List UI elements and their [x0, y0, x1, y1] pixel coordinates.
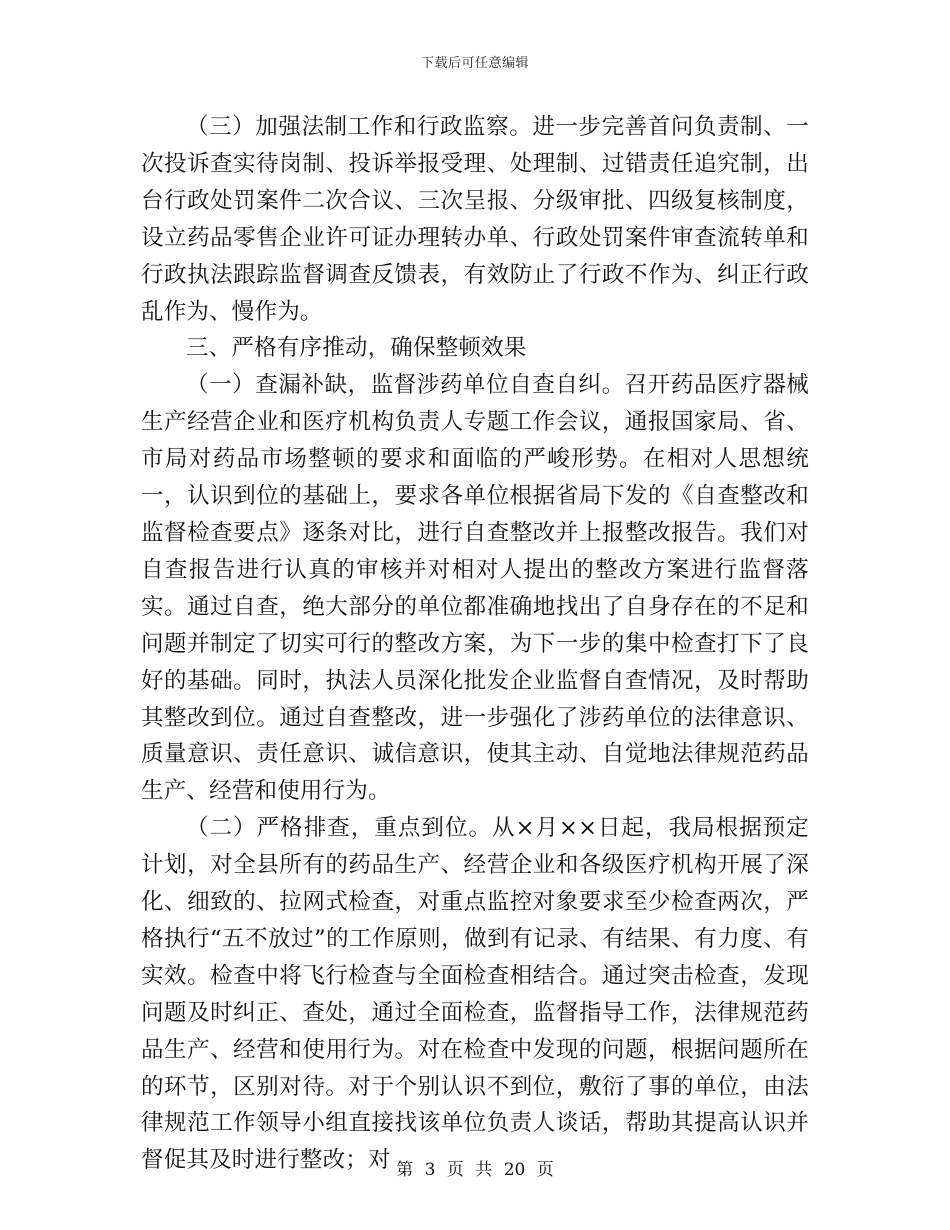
paragraph-strict-inspection: （二）严格排查，重点到位。从×月××日起，我局根据预定计划，对全县所有的药品生产、经营企业和各级医疗机构开展了深化、细致的、拉网式检查，对重点监控对象要求至少检查两次，严格执行“五不放过”的工作原则，做到有记录、有结果、有力度、有实效。检查中将飞行检查与全面检查相结合。通过突击检查，发现问题及时纠正、查处，通过全面检查，监督指导工作，法律规范药品生产、经营和使用行为。对在检查中发现的问题，根据问题所在的环节，区别对待。对于个别认识不到位，敷衍了事的单位，由法律规范工作领导小组直接找该单位负责人谈话，帮助其提高认识并督促其及时进行整改；对 [141, 815, 809, 1174]
page-number: 第 3 页 共 20 页 [396, 1160, 554, 1180]
paragraph-self-inspection: （一）查漏补缺，监督涉药单位自查自纠。召开药品医疗器械生产经营企业和医疗机构负责人专题工作会议，通报国家局、省、市局对药品市场整顿的要求和面临的严峻形势。在相对人思想统一，认识到位的基础上，要求各单位根据省局下发的《自查整改和监督检查要点》逐条对比，进行自查整改并上报整改报告。我们对自查报告进行认真的审核并对相对人提出的整改方案进行监督落实。通过自查，绝大部分的单位都准确地找出了自身存在的不足和问题并制定了切实可行的整改方案，为下一步的集中检查打下了良好的基础。同时，执法人员深化批发企业监督自查情况，及时帮助其整改到位。通过自查整改，进一步强化了涉药单位的法律意识、质量意识、责任意识、诚信意识，使其主动、自觉地法律规范药品生产、经营和使用行为。 [141, 372, 809, 805]
document-body [141, 109, 809, 1179]
section-heading: 三、严格有序推动，确保整顿效果 [186, 335, 527, 362]
paragraph-legal-supervision: （三）加强法制工作和行政监察。进一步完善首问负责制、一次投诉查实待岗制、投诉举报受理、处理制、过错责任追究制，出台行政处罚案件二次合议、三次呈报、分级审批、四级复核制度，设立药品零售企业许可证办理转办单、行政处罚案件审查流转单和行政执法跟踪监督调查反馈表，有效防止了行政不作为、纠正行政乱作为、慢作为。 [141, 114, 809, 325]
page-header: 下载后可任意编辑 [420, 56, 529, 71]
